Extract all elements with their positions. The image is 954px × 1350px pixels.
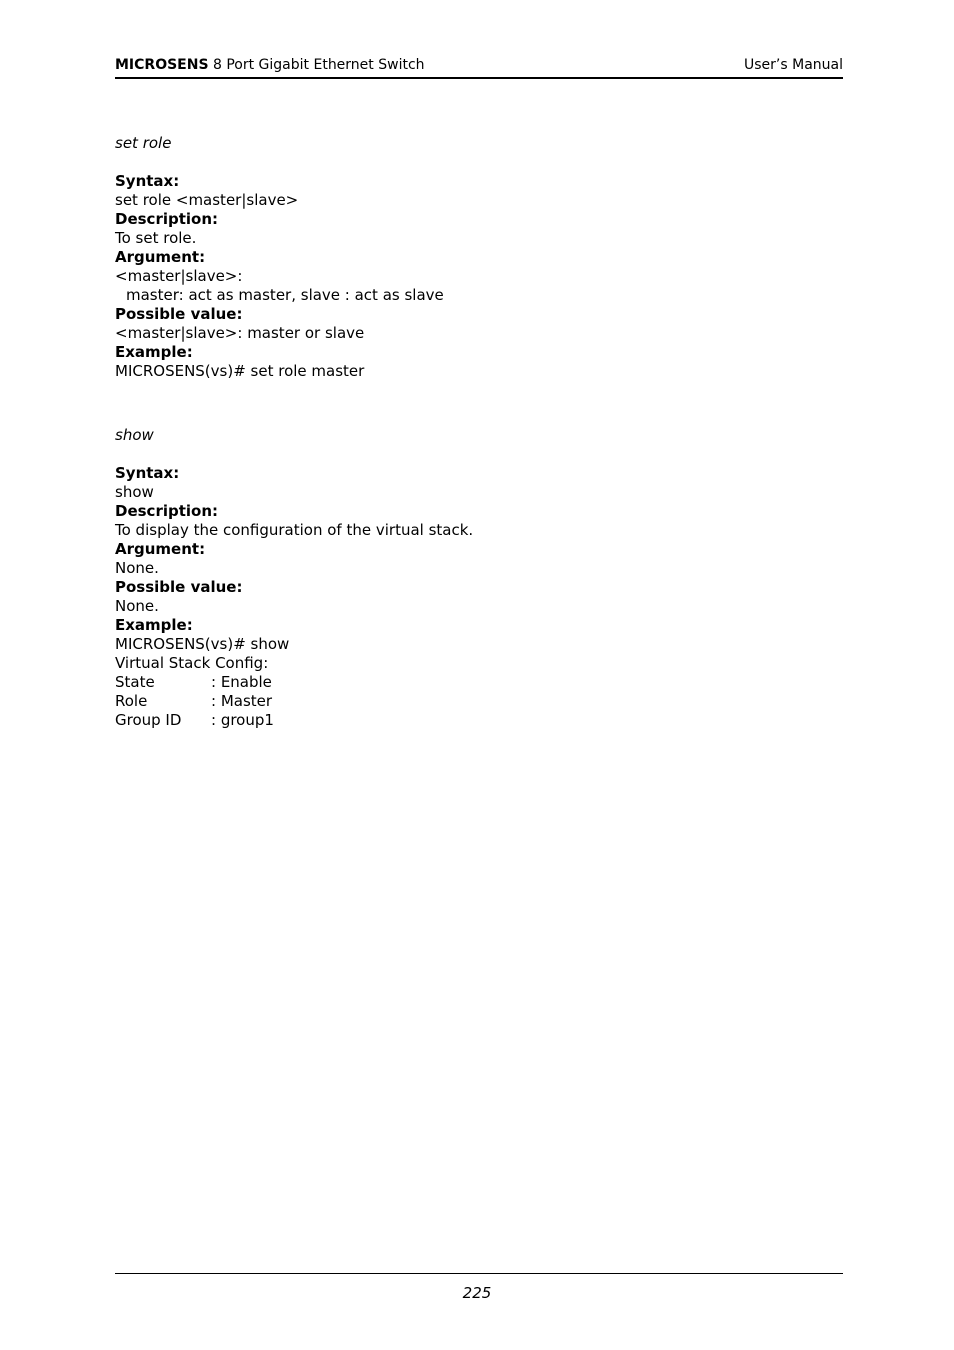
header-manual: User’s Manual xyxy=(744,57,843,73)
command-title: set role xyxy=(115,134,172,152)
example-output-row xyxy=(115,711,843,730)
example-label: Example: xyxy=(115,616,193,634)
description-text: To set role. xyxy=(115,229,197,247)
page-content xyxy=(115,134,843,730)
page-header xyxy=(115,57,843,79)
possible-value-label: Possible value: xyxy=(115,305,243,323)
footer-divider xyxy=(115,1273,843,1274)
example-label: Example: xyxy=(115,343,193,361)
argument-label: Argument: xyxy=(115,540,206,558)
example-text: MICROSENS(vs)# set role master xyxy=(115,362,365,380)
description-text: To display the configuration of the virtual stack. xyxy=(115,521,474,539)
argument-detail: master: act as master, slave : act as slave xyxy=(126,286,444,304)
example-output-title: Virtual Stack Config: xyxy=(115,654,269,672)
example-command: MICROSENS(vs)# show xyxy=(115,635,290,653)
header-product: 8 Port Gigabit Ethernet Switch xyxy=(208,57,425,73)
possible-value-label: Possible value: xyxy=(115,578,243,596)
output-value: : Master xyxy=(211,692,273,710)
output-key: Role xyxy=(115,692,148,710)
header-brand: MICROSENS xyxy=(115,57,209,73)
command-section-set-role xyxy=(115,134,843,381)
output-key: Group ID xyxy=(115,711,182,729)
syntax-text: show xyxy=(115,483,154,501)
command-title: show xyxy=(115,426,154,444)
command-section-show xyxy=(115,426,843,730)
argument-text: None. xyxy=(115,559,159,577)
possible-value-text: <master|slave>: master or slave xyxy=(115,324,365,342)
output-value: : Enable xyxy=(211,673,272,691)
example-output-row xyxy=(115,692,843,711)
syntax-label: Syntax: xyxy=(115,464,180,482)
output-value: : group1 xyxy=(211,711,274,729)
description-label: Description: xyxy=(115,502,219,520)
argument-name: <master|slave>: xyxy=(115,267,243,285)
argument-label: Argument: xyxy=(115,248,206,266)
possible-value-text: None. xyxy=(115,597,159,615)
syntax-text: set role <master|slave> xyxy=(115,191,299,209)
syntax-label: Syntax: xyxy=(115,172,180,190)
output-key: State xyxy=(115,673,155,691)
description-label: Description: xyxy=(115,210,219,228)
example-output-row xyxy=(115,673,843,692)
page-number: 225 xyxy=(462,1284,492,1302)
header-title xyxy=(115,57,425,73)
